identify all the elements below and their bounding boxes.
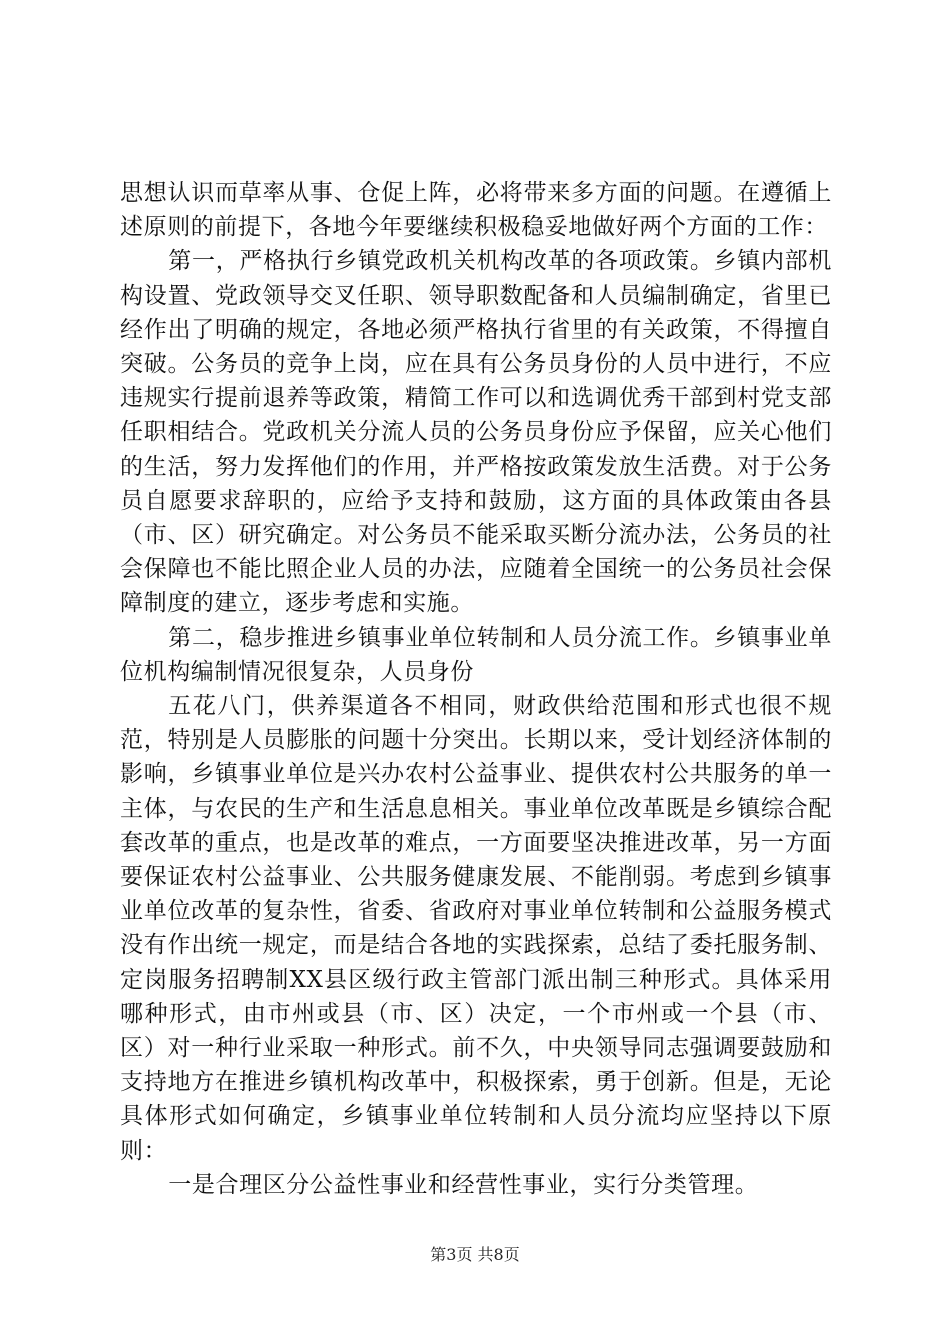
document-body	[120, 176, 832, 1202]
page-number-footer: 第3页 共8页	[430, 1245, 520, 1264]
paragraph-4: 五花八门，供养渠道各不相同，财政供给范围和形式也很不规范，特别是人员膨胀的问题十分突出。长期以来，受计划经济体制的影响，乡镇事业单位是兴办农村公益事业、提供农村公共服务的单一主体，与农民的生产和生活息息相关。事业单位改革既是乡镇综合配套改革的重点，也是改革的难点，一方面要坚决推进改革，另一方面要保证农村公益事业、公共服务健康发展、不能削弱。考虑到乡镇事业单位改革的复杂性，省委、省政府对事业单位转制和公益服务模式没有作出统一规定，而是结合各地的实践探索，总结了委托服务制、定岗服务招聘制XX县区级行政主管部门派出制三种形式。具体采用哪种形式，由市州或县（市、区）决定，一个市州或一个县（市、区）对一种行业采取一种形式。前不久，中央领导同志强调要鼓励和支持地方在推进乡镇机构改革中，积极探索，勇于创新。但是，无论具体形式如何确定，乡镇事业单位转制和人员分流均应坚持以下原则：	[120, 693, 832, 1164]
paragraph-2: 第一，严格执行乡镇党政机关机构改革的各项政策。乡镇内部机构设置、党政领导交叉任职、领导职数配备和人员编制确定，省里已经作出了明确的规定，各地必须严格执行省里的有关政策，不得擅自突破。公务员的竞争上岗，应在具有公务员身份的人员中进行，不应违规实行提前退养等政策，精简工作可以和选调优秀干部到村党支部任职相结合。党政机关分流人员的公务员身份应予保留，应关心他们的生活，努力发挥他们的作用，并严格按政策发放生活费。对于公务员自愿要求辞职的，应给予支持和鼓励，这方面的具体政策由各县（市、区）研究确定。对公务员不能采取买断分流办法，公务员的社会保障也不能比照企业人员的办法，应随着全国统一的公务员社会保障制度的建立，逐步考虑和实施。	[120, 248, 832, 617]
paragraph-5: 一是合理区分公益性事业和经营性事业，实行分类管理。	[168, 1171, 759, 1198]
paragraph-1: 思想认识而草率从事、仓促上阵，必将带来多方面的问题。在遵循上述原则的前提下，各地今年要继续积极稳妥地做好两个方面的工作：	[120, 180, 832, 241]
paragraph-3: 第二，稳步推进乡镇事业单位转制和人员分流工作。乡镇事业单位机构编制情况很复杂，人员身份	[120, 624, 832, 685]
